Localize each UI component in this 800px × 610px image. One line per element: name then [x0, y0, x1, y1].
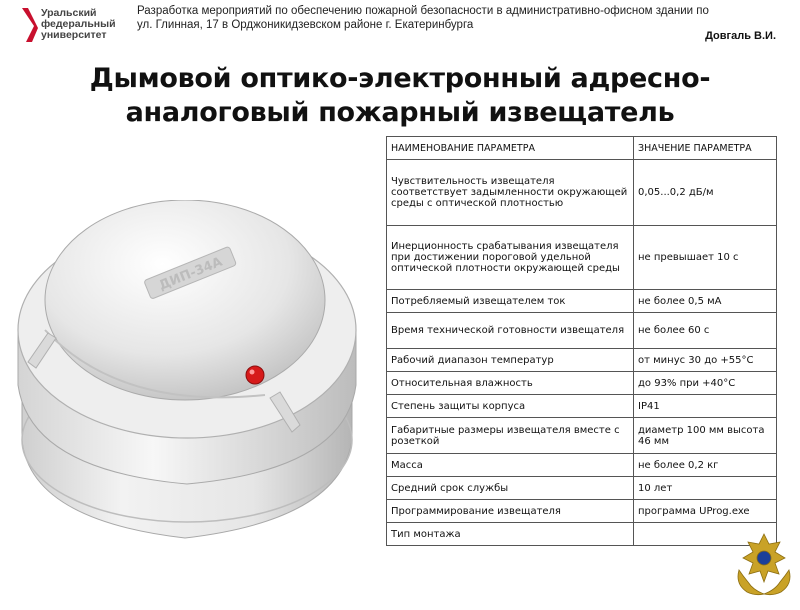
table-row	[387, 160, 777, 226]
logo-line: Уральский	[41, 7, 97, 19]
parameter-name: Относительная влажность	[387, 372, 634, 395]
device-label: ДИП-34А	[156, 254, 225, 294]
parameters-table	[386, 136, 777, 546]
logo-line: федеральный	[41, 18, 116, 30]
parameter-name: Тип монтажа	[387, 523, 634, 546]
table-row	[387, 290, 777, 313]
header-line-1: Разработка мероприятий по обеспечению пожарной безопасности в административно-офисном здании по	[137, 5, 709, 17]
table-row	[387, 523, 777, 546]
mchs-emblem-icon	[733, 530, 795, 598]
column-header: НАИМЕНОВАНИЕ ПАРАМЕТРА	[387, 137, 634, 160]
parameter-value: диаметр 100 мм высота 46 мм	[634, 418, 777, 454]
author-name: Довгаль В.И.	[705, 30, 776, 42]
table-row	[387, 226, 777, 290]
project-header	[137, 4, 777, 32]
parameter-name: Степень защиты корпуса	[387, 395, 634, 418]
parameter-name: Масса	[387, 454, 634, 477]
parameter-name: Средний срок службы	[387, 477, 634, 500]
column-header: ЗНАЧЕНИЕ ПАРАМЕТРА	[634, 137, 777, 160]
table-row	[387, 500, 777, 523]
parameter-value: IP41	[634, 395, 777, 418]
parameter-value: от минус 30 до +55°С	[634, 349, 777, 372]
title-line-1: Дымовой оптико-электронный адресно-	[89, 63, 711, 94]
parameter-value: до 93% при +40°С	[634, 372, 777, 395]
table-row	[387, 313, 777, 349]
table-row	[387, 477, 777, 500]
title-line-2: аналоговый пожарный извещатель	[125, 97, 675, 128]
led-indicator	[246, 366, 264, 384]
parameter-value: не более 60 с	[634, 313, 777, 349]
parameter-value: 0,05...0,2 дБ/м	[634, 160, 777, 226]
logo-text	[41, 8, 116, 41]
parameter-name: Программирование извещателя	[387, 500, 634, 523]
header-line-2: ул. Глинная, 17 в Орджоникидзевском районе г. Екатеринбурга	[137, 19, 474, 31]
urfu-logo	[22, 6, 132, 46]
urfu-logo-icon	[22, 8, 38, 42]
table-row	[387, 349, 777, 372]
parameter-value: не превышает 10 с	[634, 226, 777, 290]
slide-title	[20, 62, 780, 130]
parameter-name: Чувствительность извещателя соответствует задымленности окружающей среды с оптической плотностью	[387, 160, 634, 226]
parameter-value: программа UProg.exe	[634, 500, 777, 523]
parameter-name: Потребляемый извещателем ток	[387, 290, 634, 313]
table-row	[387, 454, 777, 477]
table-row	[387, 418, 777, 454]
table-row	[387, 395, 777, 418]
table-row	[387, 372, 777, 395]
parameter-value: 10 лет	[634, 477, 777, 500]
parameter-name: Габаритные размеры извещателя вместе с розеткой	[387, 418, 634, 454]
parameter-name: Инерционность срабатывания извещателя при достижении пороговой удельной оптической плотности окружающей среды	[387, 226, 634, 290]
smoke-detector-image	[0, 200, 380, 610]
logo-line: университет	[41, 29, 107, 41]
parameter-name: Время технической готовности извещателя	[387, 313, 634, 349]
parameter-value: не более 0,5 мА	[634, 290, 777, 313]
table-header-row	[387, 137, 777, 160]
parameter-name: Рабочий диапазон температур	[387, 349, 634, 372]
parameter-value: не более 0,2 кг	[634, 454, 777, 477]
